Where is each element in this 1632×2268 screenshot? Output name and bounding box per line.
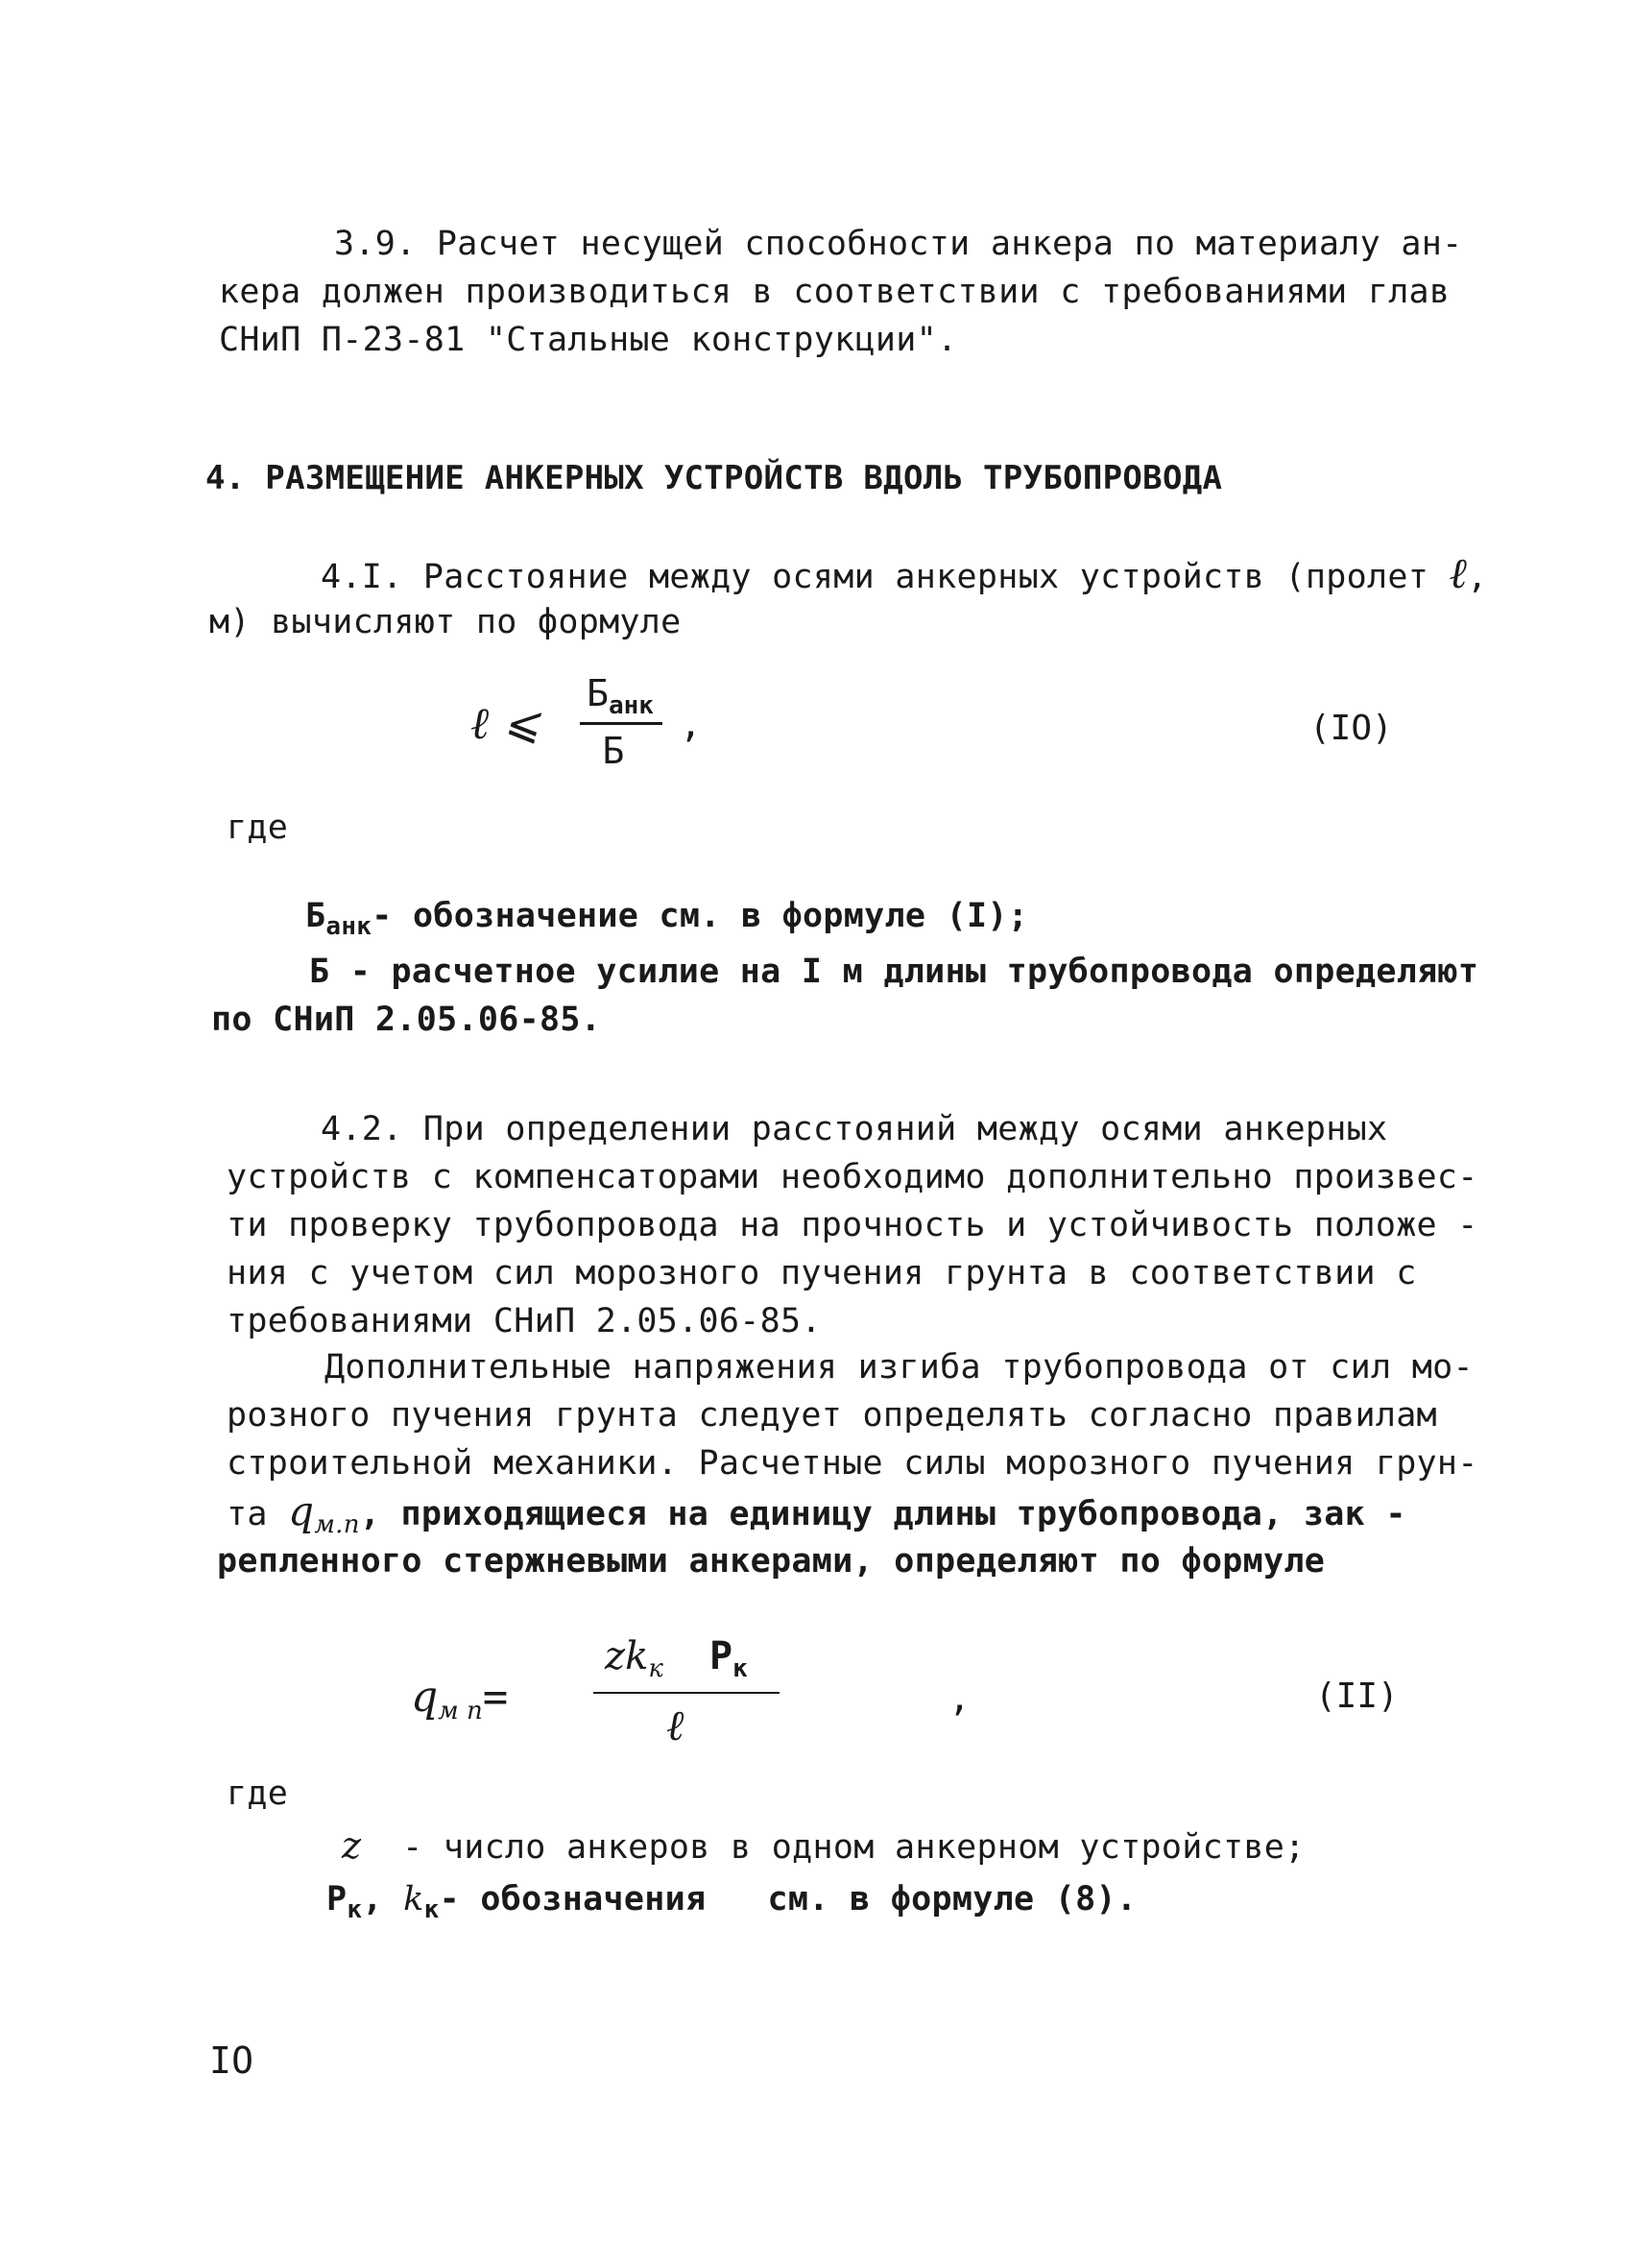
para-extra-line-4-pre: та (227, 1495, 268, 1533)
def-pk-k-sub: к (423, 1895, 440, 1924)
formula-11-eq: = (482, 1673, 509, 1722)
para-extra-line-5: репленного стержневыми анкерами, определяют по формуле (217, 1542, 1326, 1580)
formula-11-lhs (411, 1673, 508, 1725)
formula-10-comma: , (680, 703, 702, 745)
formula-10-number: (IO) (1309, 709, 1393, 748)
page-number: IO (209, 2039, 254, 2082)
formula-11-denominator: ℓ (666, 1701, 684, 1750)
para-extra-line-3: строительной механики. Расчетные силы морозного пучения грун- (227, 1444, 1478, 1483)
formula-10-numerator (572, 672, 668, 720)
para-3-9-line-2: кера должен производиться в соответствии с требованиями глав (219, 273, 1451, 311)
formula-11-comma: , (948, 1677, 971, 1719)
formula-11-num-k-sub: к (648, 1654, 663, 1683)
def-b-ank (305, 895, 1028, 948)
q-mp-symbol: q (288, 1487, 315, 1534)
def-pk: $P_к$, $k_к-$ обозначения см. в формуле (8). (326, 1880, 1138, 1924)
def-b-line-2: по СНиП 2.05.06-85. (211, 1001, 602, 1039)
where-label-1: где (227, 808, 289, 847)
para-4-1-line-2: м) вычисляют по формуле (209, 603, 682, 641)
def-pk-p-sub: к (347, 1895, 363, 1924)
formula-11-lhs-sub: м п (438, 1697, 483, 1725)
para-4-2-line-4: ния с учетом сил морозного пучения грунта в соответствии с (227, 1254, 1417, 1292)
def-b-ank-text: - обозначение см. в формуле (I); (372, 897, 1029, 935)
formula-10-num-sub: анк (608, 691, 654, 720)
para-extra-line-4-post: , приходящиеся на единицу длины трубопровода, зак - (359, 1495, 1406, 1533)
para-4-1-line-1 (321, 549, 1488, 598)
para-4-2-line-1: 4.2. При определении расстояний между осями анкерных (321, 1110, 1388, 1148)
para-4-2-line-2: устройств с компенсаторами необходимо дополнительно произвес- (227, 1158, 1478, 1196)
para-extra-line-4 (227, 1487, 1406, 1546)
formula-10-denominator: Б (602, 730, 625, 772)
para-3-9-line-3: СНиП П-23-81 "Стальные конструкции". (219, 321, 958, 359)
para-extra-line-2: розного пучения грунта следует определять согласно правилам (227, 1396, 1437, 1435)
def-z-text: - число анкеров в одном анкерном устройстве; (402, 1828, 1306, 1867)
formula-11-lhs-q: q (411, 1673, 439, 1722)
para-4-1-comma: , (1467, 558, 1488, 596)
where-label-2: где (227, 1774, 289, 1813)
formula-11-num-p-sub: к (732, 1654, 748, 1683)
formula-11-fraction-bar (593, 1692, 780, 1694)
para-4-2-line-3: ти проверку трубопровода на прочность и устойчивость положе - (227, 1206, 1478, 1244)
para-4-2-line-5: требованиями СНиП 2.05.06-85. (227, 1302, 822, 1340)
def-b-ank-sub: анк (325, 912, 372, 941)
para-3-9-line-1: 3.9. Расчет несущей способности анкера по материалу ан- (334, 225, 1463, 263)
formula-11-num-k: k (625, 1634, 649, 1678)
formula-10-lhs: ℓ ⩽ (470, 697, 540, 749)
def-b-line-1: Б - расчетное усилие на I м длины трубопровода определяют (309, 953, 1479, 991)
formula-11-num-z: z (605, 1634, 626, 1678)
def-pk-k: k (403, 1880, 424, 1918)
def-z-symbol: z (342, 1824, 362, 1867)
formula-10-num-b: Б (587, 672, 609, 714)
def-z (342, 1824, 1305, 1869)
def-pk-p: P (326, 1880, 348, 1918)
q-mp-sub: м.п (314, 1510, 360, 1539)
formula-10-fraction-bar (580, 722, 662, 725)
formula-11-numerator (605, 1634, 748, 1683)
para-extra-line-1: Дополнительные напряжения изгиба трубопровода от сил мо- (324, 1348, 1474, 1387)
formula-11-num-p: P (709, 1634, 733, 1678)
def-pk-text: - обозначения см. в формуле (8). (439, 1880, 1138, 1918)
para-4-1-line-1-text: 4.I. Расстояние между осями анкерных устройств (пролет (321, 558, 1450, 596)
section-4-heading: 4. РАЗМЕЩЕНИЕ АНКЕРНЫХ УСТРОЙСТВ ВДОЛЬ ТРУБОПРОВОДА (205, 459, 1223, 497)
formula-11-number: (II) (1315, 1677, 1399, 1716)
ell-symbol: ℓ (1449, 549, 1468, 598)
def-b-ank-symbol: Б (305, 897, 326, 935)
